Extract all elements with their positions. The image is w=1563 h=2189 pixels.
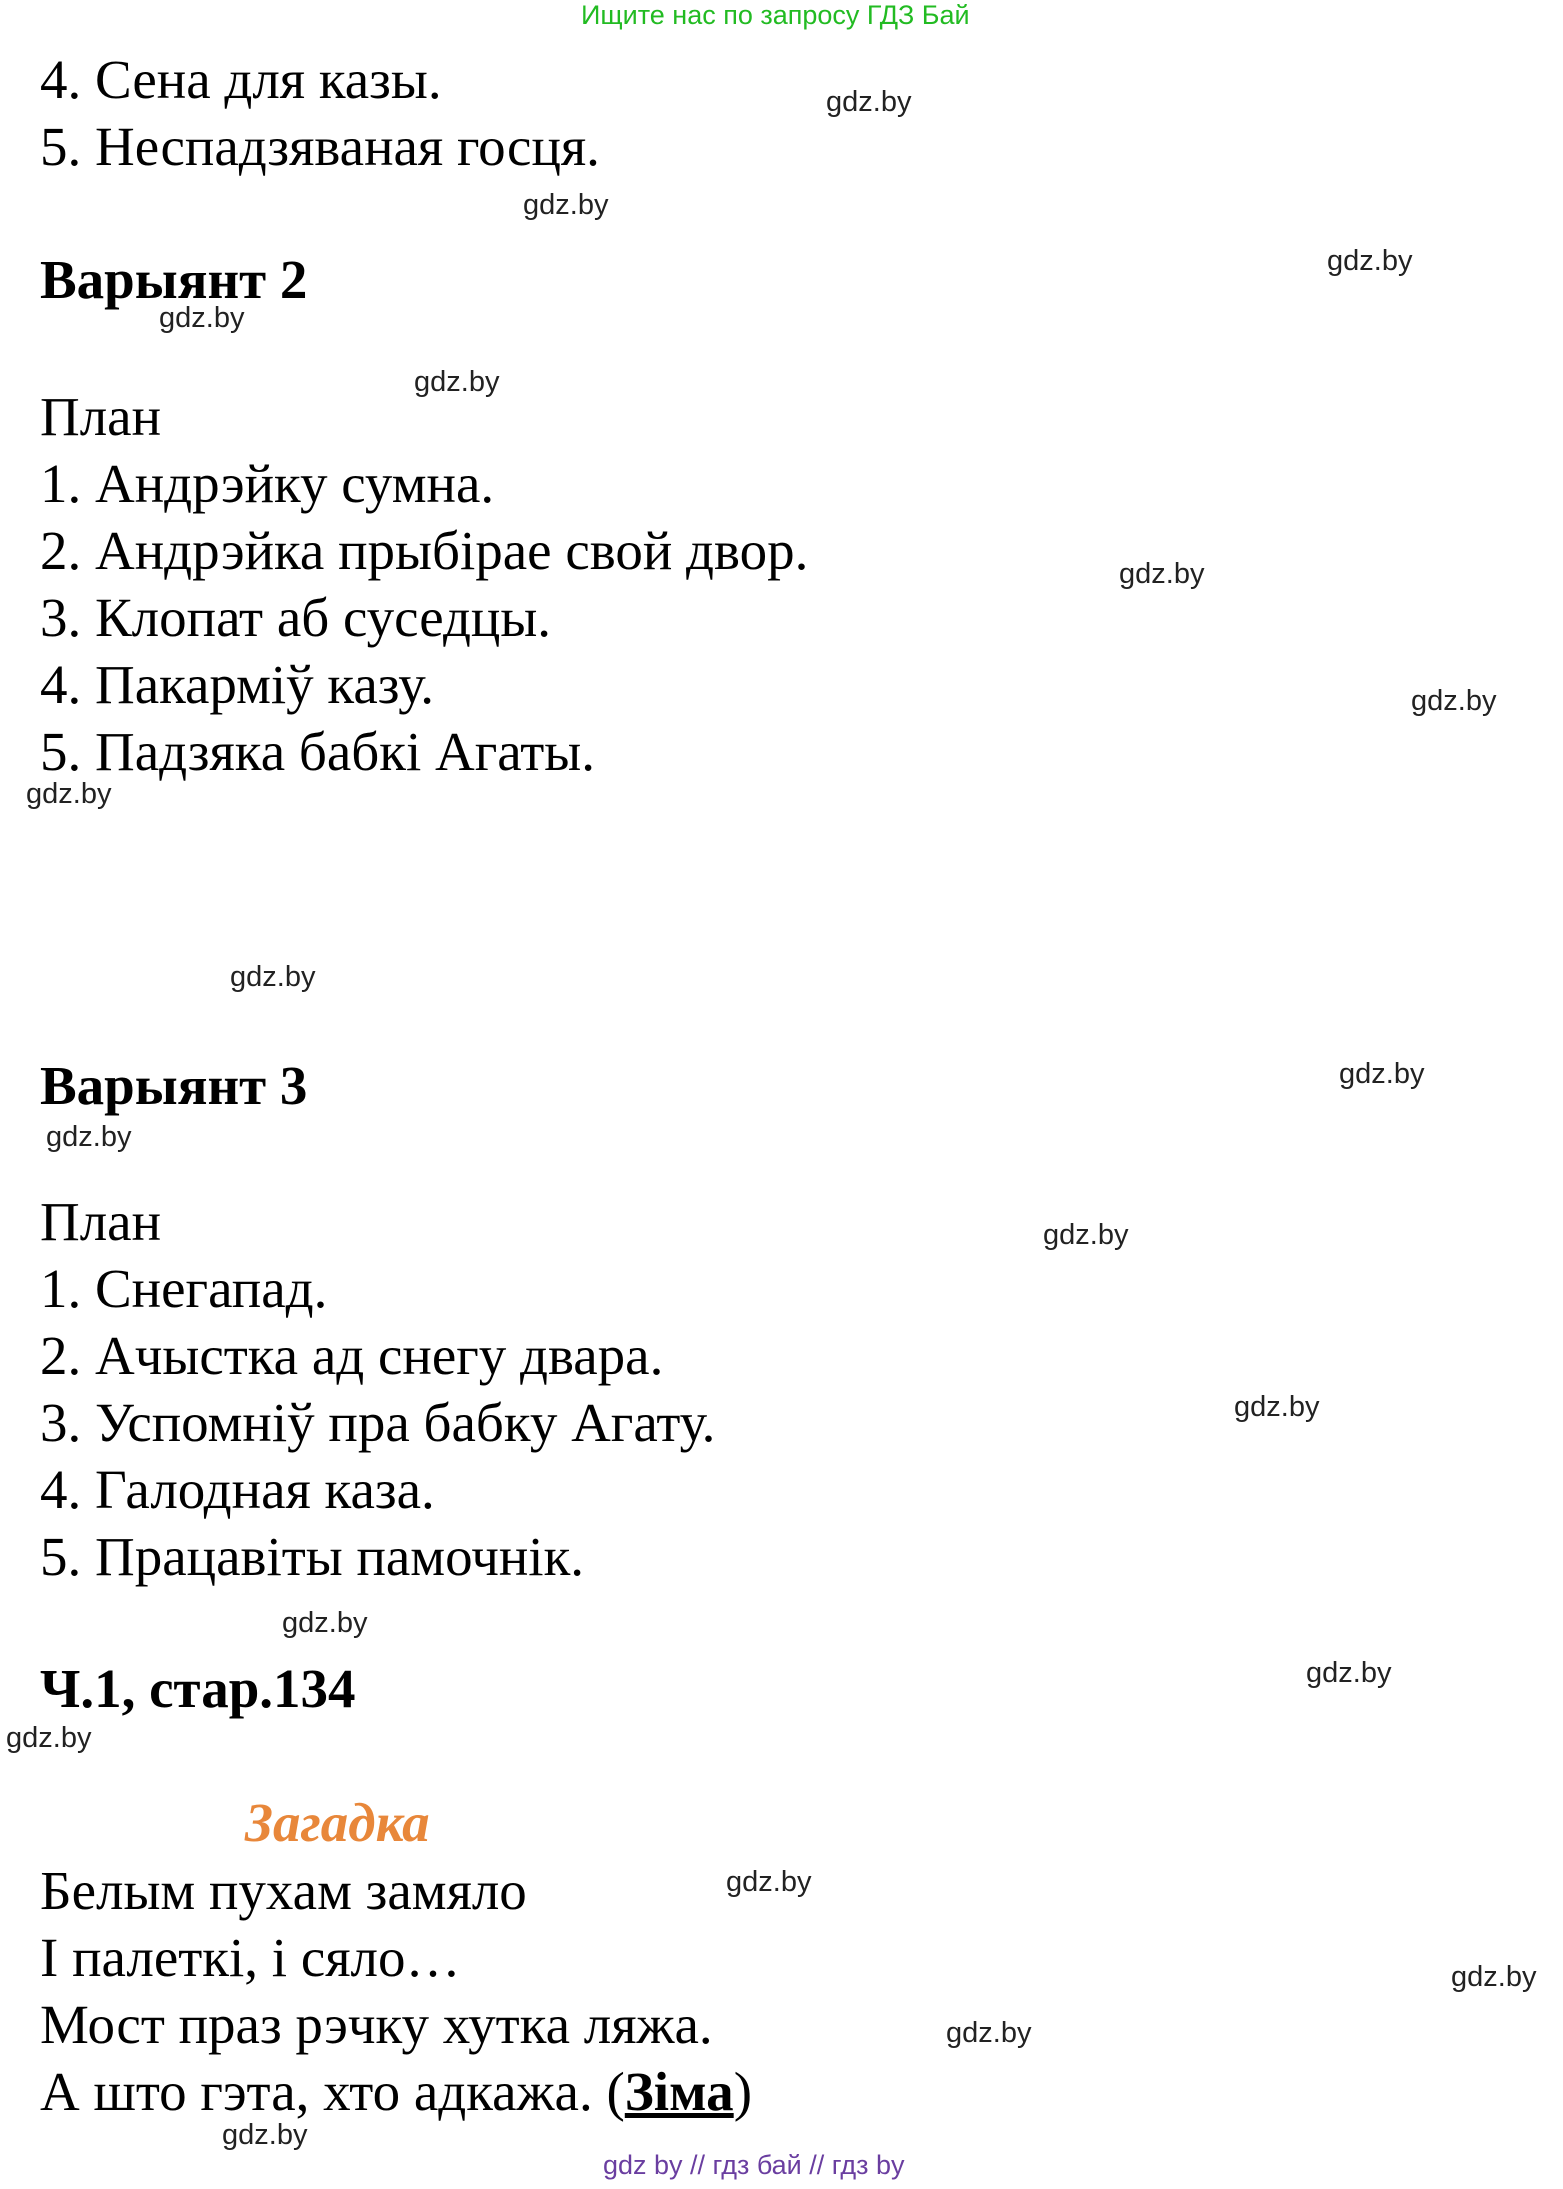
watermark: gdz.by [230,961,316,993]
watermark: gdz.by [6,1722,92,1754]
variant2-plan-label: План [40,386,162,447]
variant3-item-3: 3. Успомніў пра бабку Агату. [40,1392,716,1453]
riddle-line-4-prefix: А што гэта, хто адкажа. ( [40,2061,625,2122]
riddle-line-4 [40,2061,753,2122]
watermark: gdz.by [523,189,609,221]
variant2-item-4: 4. Пакарміў казу. [40,654,435,715]
watermark: gdz.by [1306,1657,1392,1689]
riddle-answer: Зіма [624,2061,734,2122]
section-heading: Ч.1, стар.134 [40,1658,356,1719]
variant2-item-1: 1. Андрэйку сумна. [40,453,495,514]
variant1-item-5: 5. Неспадзяваная госця. [40,116,600,177]
watermark: gdz.by [222,2119,308,2151]
watermark: gdz.by [1043,1219,1129,1251]
variant2-item-5: 5. Падзяка бабкі Агаты. [40,721,595,782]
watermark: gdz.by [1411,685,1497,717]
watermark: gdz.by [1119,558,1205,590]
variant2-heading: Варыянт 2 [40,249,308,310]
watermark: gdz.by [726,1866,812,1898]
footer: gdz by // гдз бай // гдз by [603,2150,905,2180]
watermark: gdz.by [1451,1961,1537,1993]
variant3-plan-label: План [40,1191,162,1252]
variant1-item-4: 4. Сена для казы. [40,49,442,110]
variant3-item-5: 5. Працавіты памочнік. [40,1526,585,1587]
riddle-title: Загадка [245,1792,430,1853]
watermark: gdz.by [414,366,500,398]
watermark: gdz.by [946,2017,1032,2049]
riddle-line-3: Мост праз рэчку хутка ляжа. [40,1994,713,2055]
watermark: gdz.by [1234,1391,1320,1423]
watermark: gdz.by [826,86,912,118]
riddle-line-2: І палеткі, і сяло… [40,1927,461,1988]
watermark: gdz.by [1327,245,1413,277]
watermark: gdz.by [282,1607,368,1639]
variant3-item-2: 2. Ачыстка ад снегу двара. [40,1325,664,1386]
variant3-heading: Варыянт 3 [40,1055,308,1116]
riddle-line-1: Белым пухам замяло [40,1860,527,1921]
variant2-item-2: 2. Андрэйка прыбірае свой двор. [40,520,809,581]
watermark: gdz.by [26,778,112,810]
variant3-item-4: 4. Галодная каза. [40,1459,435,1520]
watermark: gdz.by [159,302,245,334]
riddle-line-4-suffix: ) [733,2061,753,2122]
watermark: gdz.by [1339,1058,1425,1090]
variant3-item-1: 1. Снегапад. [40,1258,328,1319]
variant2-item-3: 3. Клопат аб суседцы. [40,587,552,648]
watermark: gdz.by [46,1121,132,1153]
top-banner: Ищите нас по запросу ГДЗ Бай [581,0,970,30]
